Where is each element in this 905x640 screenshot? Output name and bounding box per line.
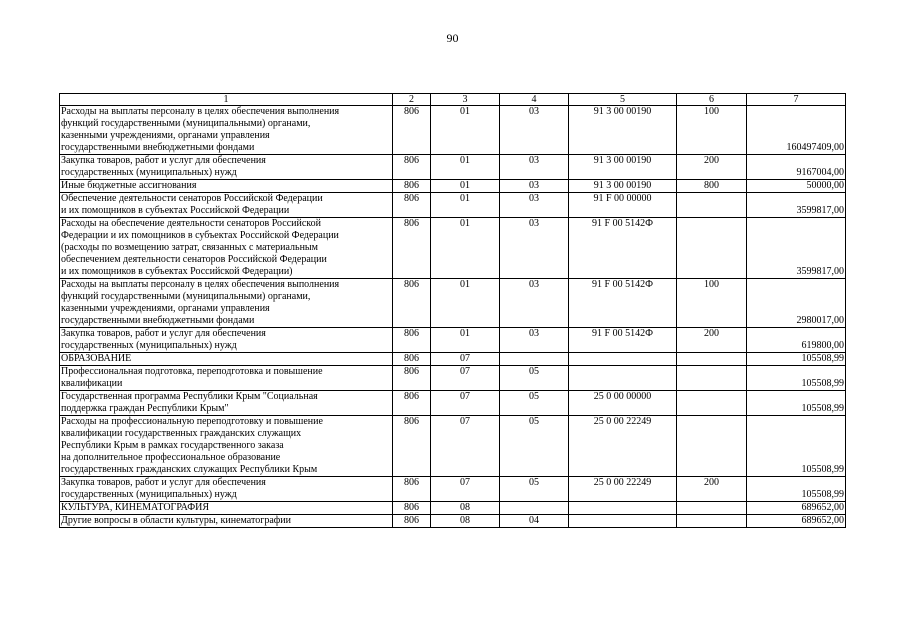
row-name-cell: Профессиональная подготовка, переподготовка и повышение квалификации (60, 366, 393, 391)
target-article-cell (569, 515, 677, 528)
target-article-cell: 91 3 00 00190 (569, 180, 677, 193)
expense-type-cell: 100 (677, 279, 747, 328)
table-row (60, 106, 846, 155)
expense-type-cell (677, 391, 747, 416)
section-code-cell: 01 (431, 106, 500, 155)
department-code-cell: 806 (393, 279, 431, 328)
department-code-cell: 806 (393, 328, 431, 353)
amount-cell: 3599817,00 (747, 193, 846, 218)
target-article-cell (569, 353, 677, 366)
section-code-cell: 01 (431, 193, 500, 218)
subsection-code-cell: 04 (500, 515, 569, 528)
subsection-code-cell (500, 353, 569, 366)
department-code-cell: 806 (393, 218, 431, 279)
amount-cell: 3599817,00 (747, 218, 846, 279)
table-row (60, 155, 846, 180)
target-article-cell: 91 F 00 5142Ф (569, 218, 677, 279)
expense-type-cell (677, 193, 747, 218)
department-code-cell: 806 (393, 106, 431, 155)
column-header: 7 (747, 94, 846, 106)
table-row (60, 391, 846, 416)
expense-type-cell (677, 218, 747, 279)
amount-cell: 689652,00 (747, 502, 846, 515)
expense-type-cell: 200 (677, 155, 747, 180)
row-name-cell: КУЛЬТУРА, КИНЕМАТОГРАФИЯ (60, 502, 393, 515)
expense-type-cell (677, 366, 747, 391)
subsection-code-cell: 03 (500, 106, 569, 155)
row-name-cell: ОБРАЗОВАНИЕ (60, 353, 393, 366)
amount-cell: 105508,99 (747, 416, 846, 477)
section-code-cell: 07 (431, 353, 500, 366)
section-code-cell: 08 (431, 502, 500, 515)
department-code-cell: 806 (393, 180, 431, 193)
section-code-cell: 01 (431, 328, 500, 353)
target-article-cell: 25 0 00 22249 (569, 477, 677, 502)
subsection-code-cell: 03 (500, 193, 569, 218)
target-article-cell: 91 F 00 5142Ф (569, 279, 677, 328)
row-name-cell: Закупка товаров, работ и услуг для обеспечения государственных (муниципальных) нужд (60, 477, 393, 502)
row-name-cell: Расходы на выплаты персоналу в целях обеспечения выполнения функций государственными (муниципальными) органами, казенными учреждениями, органами управления государственными внебюджетными фондами (60, 106, 393, 155)
row-name-cell: Расходы на обеспечение деятельности сенаторов Российской Федерации и их помощников в субъектах Российской Федерации (расходы по возмещению затрат, связанных с материальным обеспечением деятельности сенаторов Российской Федерации и их помощников в субъектах Российской Федерации) (60, 218, 393, 279)
column-header: 6 (677, 94, 747, 106)
column-header: 2 (393, 94, 431, 106)
department-code-cell: 806 (393, 366, 431, 391)
table-row (60, 180, 846, 193)
page-number: 90 (446, 31, 459, 45)
expense-type-cell: 800 (677, 180, 747, 193)
section-code-cell: 01 (431, 218, 500, 279)
target-article-cell: 91 3 00 00190 (569, 155, 677, 180)
section-code-cell: 07 (431, 366, 500, 391)
row-name-cell: Государственная программа Республики Крым "Социальная поддержка граждан Республики Крым" (60, 391, 393, 416)
subsection-code-cell: 03 (500, 218, 569, 279)
expense-type-cell (677, 515, 747, 528)
subsection-code-cell: 05 (500, 477, 569, 502)
amount-cell: 50000,00 (747, 180, 846, 193)
table-row (60, 218, 846, 279)
expense-type-cell: 200 (677, 328, 747, 353)
department-code-cell: 806 (393, 416, 431, 477)
amount-cell: 2980017,00 (747, 279, 846, 328)
subsection-code-cell: 03 (500, 180, 569, 193)
department-code-cell: 806 (393, 155, 431, 180)
table-row (60, 502, 846, 515)
table-row (60, 416, 846, 477)
row-name-cell: Закупка товаров, работ и услуг для обеспечения государственных (муниципальных) нужд (60, 328, 393, 353)
table-row (60, 515, 846, 528)
section-code-cell: 01 (431, 279, 500, 328)
subsection-code-cell (500, 502, 569, 515)
section-code-cell: 07 (431, 391, 500, 416)
department-code-cell: 806 (393, 193, 431, 218)
amount-cell: 105508,99 (747, 353, 846, 366)
amount-cell: 105508,99 (747, 477, 846, 502)
row-name-cell: Другие вопросы в области культуры, кинематографии (60, 515, 393, 528)
amount-cell: 689652,00 (747, 515, 846, 528)
department-code-cell: 806 (393, 477, 431, 502)
section-code-cell: 01 (431, 180, 500, 193)
row-name-cell: Обеспечение деятельности сенаторов Российской Федерации и их помощников в субъектах Российской Федерации (60, 193, 393, 218)
section-code-cell: 07 (431, 477, 500, 502)
subsection-code-cell: 03 (500, 279, 569, 328)
column-header: 5 (569, 94, 677, 106)
target-article-cell (569, 502, 677, 515)
section-code-cell: 07 (431, 416, 500, 477)
target-article-cell: 91 3 00 00190 (569, 106, 677, 155)
target-article-cell: 91 F 00 5142Ф (569, 328, 677, 353)
target-article-cell: 25 0 00 00000 (569, 391, 677, 416)
section-code-cell: 01 (431, 155, 500, 180)
amount-cell: 619800,00 (747, 328, 846, 353)
subsection-code-cell: 03 (500, 328, 569, 353)
section-code-cell: 08 (431, 515, 500, 528)
target-article-cell (569, 366, 677, 391)
row-name-cell: Расходы на профессиональную переподготовку и повышение квалификации государственных гражданских служащих Республики Крым в рамках государственного заказа на дополнительное профессиональное образование государственных гражданских служащих Республики Крым (60, 416, 393, 477)
department-code-cell: 806 (393, 502, 431, 515)
expense-type-cell: 100 (677, 106, 747, 155)
target-article-cell: 25 0 00 22249 (569, 416, 677, 477)
table-row (60, 353, 846, 366)
subsection-code-cell: 05 (500, 366, 569, 391)
expense-type-cell (677, 416, 747, 477)
table-row (60, 328, 846, 353)
column-header: 4 (500, 94, 569, 106)
target-article-cell: 91 F 00 00000 (569, 193, 677, 218)
subsection-code-cell: 05 (500, 416, 569, 477)
table-row (60, 477, 846, 502)
expense-type-cell (677, 502, 747, 515)
subsection-code-cell: 03 (500, 155, 569, 180)
row-name-cell: Иные бюджетные ассигнования (60, 180, 393, 193)
budget-table (59, 93, 846, 528)
column-header: 3 (431, 94, 500, 106)
row-name-cell: Закупка товаров, работ и услуг для обеспечения государственных (муниципальных) нужд (60, 155, 393, 180)
expense-type-cell (677, 353, 747, 366)
expense-type-cell: 200 (677, 477, 747, 502)
amount-cell: 9167004,00 (747, 155, 846, 180)
amount-cell: 105508,99 (747, 391, 846, 416)
row-name-cell: Расходы на выплаты персоналу в целях обеспечения выполнения функций государственными (муниципальными) органами, казенными учреждениями, органами управления государственными внебюджетными фондами (60, 279, 393, 328)
department-code-cell: 806 (393, 353, 431, 366)
table-row (60, 193, 846, 218)
amount-cell: 105508,99 (747, 366, 846, 391)
table-header-row (60, 94, 846, 106)
table-row (60, 279, 846, 328)
department-code-cell: 806 (393, 391, 431, 416)
table-row (60, 366, 846, 391)
subsection-code-cell: 05 (500, 391, 569, 416)
department-code-cell: 806 (393, 515, 431, 528)
column-header: 1 (60, 94, 393, 106)
amount-cell: 160497409,00 (747, 106, 846, 155)
